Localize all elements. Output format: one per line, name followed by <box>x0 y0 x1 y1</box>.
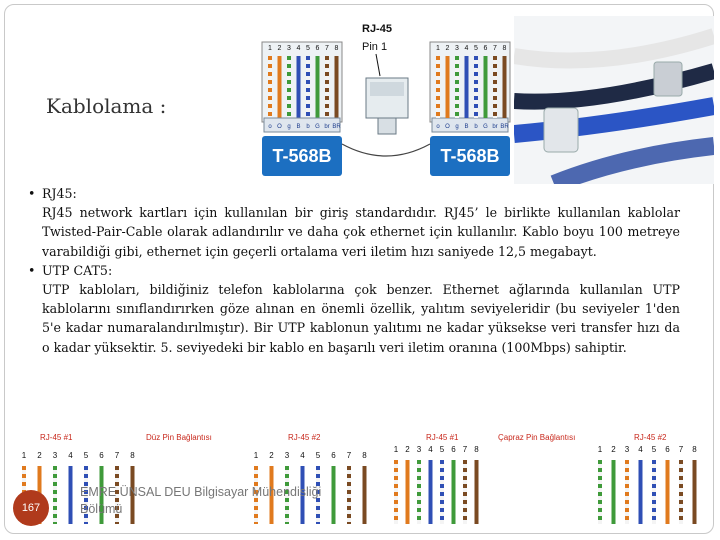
pin-number: 7 <box>346 451 352 460</box>
wire-6 <box>332 466 336 524</box>
wire-2 <box>278 56 282 118</box>
pin-number: 4 <box>638 445 643 454</box>
bullet-utp-text: UTP kabloları, bildiğiniz telefon kablolarına çok benzer. Ethernet ağlarında kullanılan UTP kablolarını sınıflandırırken göze alınan en önemli özellik, yalıtım seviyeleridir (bu seviyeler 1'den 5'e kadar numaralandırılmıştır). Bir UTP kablonun yalıtımı ne kadar yüksekse veri transfer hızı da o kadar yüksektir. 5. seviyedeki bir kablo en başarılı veri iletim oranına (100Mbps) sahiptir. <box>42 282 680 355</box>
pin-number: 5 <box>439 445 445 454</box>
cross-right-label: RJ-45 #2 <box>634 433 667 442</box>
pin-number: 5 <box>651 445 657 454</box>
standard-label-right: T-568B <box>440 146 500 166</box>
pin-number: 1 <box>597 445 603 454</box>
pin-number: 3 <box>284 451 290 460</box>
pin-number: 3 <box>52 451 58 460</box>
color-code: O <box>277 124 282 130</box>
pin-number: 7 <box>325 45 329 52</box>
pin-number: 6 <box>483 45 488 52</box>
pin-number: 2 <box>611 445 616 454</box>
wire-8 <box>693 460 697 524</box>
pin-number: 4 <box>68 451 73 460</box>
wire-2 <box>446 56 450 118</box>
color-code: g <box>455 124 459 130</box>
pin-number: 8 <box>334 45 339 52</box>
pin-number: 1 <box>393 445 399 454</box>
bullet-content <box>28 184 680 357</box>
network-cables-photo <box>514 16 714 184</box>
pin-number: 5 <box>83 451 89 460</box>
color-code: O <box>445 124 450 130</box>
pin-number: 5 <box>306 45 310 52</box>
pin-number: 4 <box>428 445 433 454</box>
slide-title: Kablolama : <box>46 94 167 118</box>
wire-6 <box>452 460 456 524</box>
color-code: BR <box>332 124 341 130</box>
pin-number: 2 <box>37 451 42 460</box>
color-code: br <box>324 124 330 130</box>
bullet-rj45-heading: • RJ45: <box>28 184 680 203</box>
pin-number: 8 <box>362 451 367 460</box>
pin-number: 8 <box>692 445 697 454</box>
wire-6 <box>316 56 320 118</box>
color-code: G <box>483 124 488 130</box>
cross-left-label: RJ-45 #1 <box>426 433 459 442</box>
wire-2 <box>612 460 616 524</box>
pin-number: 2 <box>269 451 274 460</box>
wire-2 <box>406 460 410 524</box>
color-code: br <box>492 124 498 130</box>
straight-right-label: RJ-45 #2 <box>288 433 321 442</box>
wire-8 <box>335 56 339 118</box>
pin-number: 6 <box>665 445 670 454</box>
pin-number: 3 <box>455 45 459 52</box>
pin1-label: Pin 1 <box>362 41 388 53</box>
footer-line1: EMRE ÜNSAL DEU Bilgisayar Mühendisliği <box>80 485 322 499</box>
color-code: B <box>464 124 469 130</box>
wire-6 <box>484 56 488 118</box>
pin-number: 7 <box>462 445 468 454</box>
cross-title: Çapraz Pin Bağlantısı <box>498 433 576 442</box>
t568b-wiring-diagram <box>258 18 520 178</box>
color-code: BR <box>500 124 509 130</box>
pin-number: 5 <box>474 45 478 52</box>
pin-number: 1 <box>21 451 27 460</box>
wire-8 <box>363 466 367 524</box>
pin-number: 5 <box>315 451 321 460</box>
pin-number: 2 <box>405 445 410 454</box>
pin-number: 8 <box>474 445 479 454</box>
pin-number: 7 <box>678 445 684 454</box>
color-code: g <box>287 124 291 130</box>
wire-8 <box>475 460 479 524</box>
pin-number: 7 <box>493 45 497 52</box>
color-code: B <box>296 124 301 130</box>
right-connector <box>430 42 510 176</box>
straight-title: Düz Pin Bağlantısı <box>146 433 212 442</box>
pin-number: 7 <box>114 451 120 460</box>
wire-4 <box>465 56 469 118</box>
wire-6 <box>666 460 670 524</box>
bullet-rj45-text: RJ45 network kartları için kullanılan bir giriş standardıdır. RJ45’ le birlikte kullanılan kablolar Twisted-Pair-Cable olarak adlandırılır ve daha çok ethernet için kullanılır. Kablo boyu 100 metreye varabildiği gibi, ethernet için geçerli ortalama veri iletim hızı saniyede 12,5 megabayt. <box>42 205 680 259</box>
pin-number: 3 <box>416 445 422 454</box>
pin-number: 1 <box>268 45 272 52</box>
pin-number: 1 <box>253 451 259 460</box>
slide-number-badge: 167 <box>13 490 49 526</box>
pin-number: 8 <box>130 451 135 460</box>
footer <box>80 484 321 518</box>
cross-pinout <box>394 433 698 524</box>
color-code: b <box>306 124 310 130</box>
color-code: o <box>436 124 440 130</box>
pin-number: 6 <box>99 451 104 460</box>
pin-number: 8 <box>502 45 507 52</box>
pin-number: 4 <box>300 451 305 460</box>
pin-number: 3 <box>624 445 630 454</box>
wire-4 <box>69 466 73 524</box>
wire-8 <box>503 56 507 118</box>
wire-4 <box>429 460 433 524</box>
pin-number: 4 <box>296 45 301 52</box>
wire-4 <box>639 460 643 524</box>
rj45-label: RJ-45 <box>362 23 392 35</box>
footer-line2: Bölümü <box>80 502 123 516</box>
color-code: b <box>474 124 478 130</box>
color-code: o <box>268 124 272 130</box>
pin-number: 2 <box>445 45 450 52</box>
bullet-utp-heading: • UTP CAT5: <box>28 261 680 280</box>
pin-number: 2 <box>277 45 282 52</box>
pin-number: 1 <box>436 45 440 52</box>
pin-number: 4 <box>464 45 469 52</box>
color-code: G <box>315 124 320 130</box>
straight-left-label: RJ-45 #1 <box>40 433 73 442</box>
standard-label-left: T-568B <box>272 146 332 166</box>
wire-4 <box>297 56 301 118</box>
rj45-plug-icon <box>366 78 408 134</box>
pin-number: 6 <box>331 451 336 460</box>
pin-number: 3 <box>287 45 291 52</box>
pin-number: 6 <box>315 45 320 52</box>
left-connector <box>262 42 342 176</box>
pin-number: 6 <box>451 445 456 454</box>
